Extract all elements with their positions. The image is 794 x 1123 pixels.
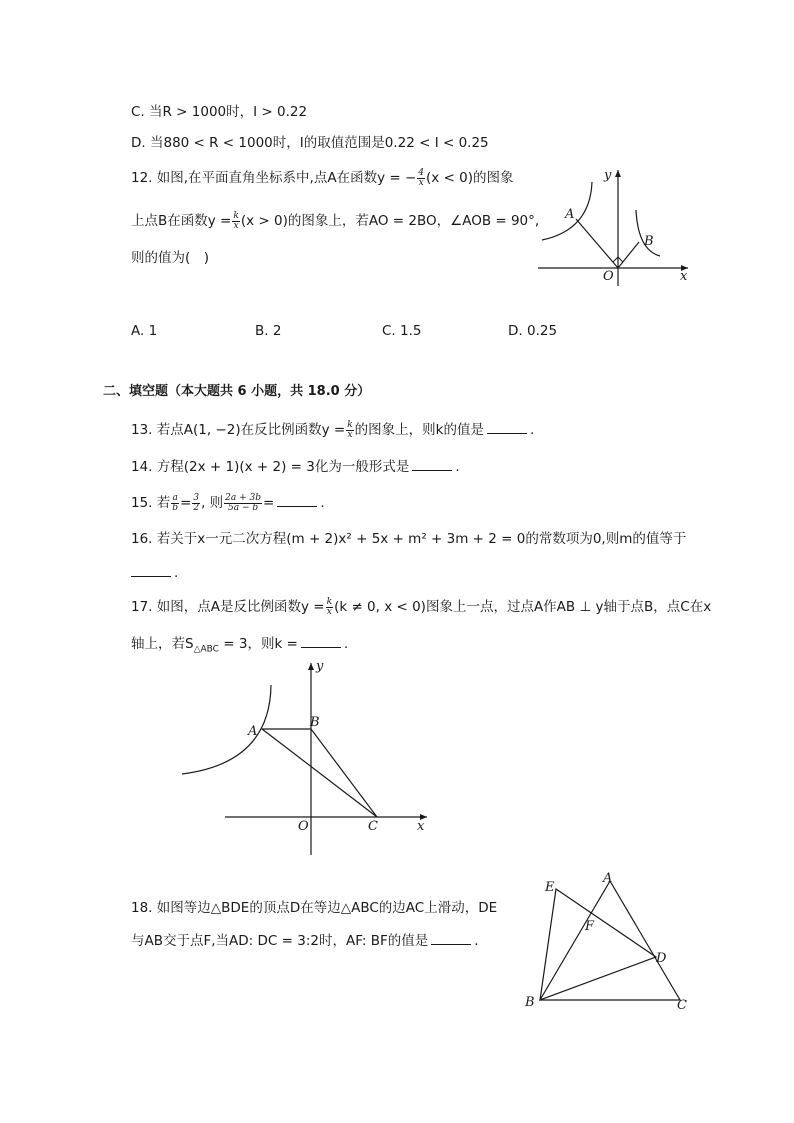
q17-label-a: A [248,724,258,739]
q15-frac1-denominator: b [172,502,179,513]
q18-label-c: C [677,998,687,1013]
q12-y-axis-arrow [615,170,621,177]
q17-answer-blank[interactable] [301,633,341,648]
q12-choice-d: D. 0.25 [508,323,558,339]
q12-text-2a: 上点B在函数y = [131,213,232,229]
q18-line-2 [131,930,479,951]
q13-frac-denominator: x [347,429,353,440]
q12-curve-right [636,210,660,256]
q17-text-a: 17. 如图，点A是反比例函数y = [131,599,325,615]
q11-option-d: D. 当880 < R < 1000时，I的取值范围是0.22 < I < 0.25 [131,135,489,151]
q17-label-c: C [368,819,378,834]
q13-fraction [346,421,353,440]
q12-frac2-denominator: x [233,220,239,231]
q15-line [131,492,325,513]
q17-text-b: (k ≠ 0, x < 0)图象上一点，过点A作AB ⊥ y轴于点B，点C在x [334,599,712,615]
q15-fraction-2 [192,494,200,513]
q17-text-end: . [343,636,349,652]
q17-segment-ac [262,729,377,817]
q12-line-3: 则的值为( ) [131,250,210,266]
q12-figure [530,160,700,290]
q14-text-end: . [455,459,460,475]
q17-curve [182,685,271,774]
q15-text-d: = [263,495,275,511]
q17-label-y: y [316,659,324,674]
q12-label-b: B [644,234,654,249]
q17-text-2a: 轴上，若S [131,636,194,652]
q17-label-x: x [417,819,425,834]
q17-figure [175,655,440,860]
q18-answer-blank[interactable] [431,930,471,945]
q12-frac1-numerator: 4 [418,167,425,178]
q11-option-c: C. 当R > 1000时，I > 0.22 [131,104,308,120]
q17-line-1 [131,597,711,617]
section-2-heading: 二、填空题（本大题共 6 小题，共 18.0 分） [103,384,371,399]
q18-triangle-abc [540,881,680,1000]
q15-text-end: . [320,495,325,511]
q12-line-2 [131,211,539,231]
q16-text-end: . [174,565,179,581]
q17-text-2b: = 3，则k = [218,636,298,652]
q15-frac3-denominator: 5a − b [228,502,259,513]
q12-text-1b: (x < 0)的图象 [426,170,514,186]
q17-fraction [326,598,333,617]
q16-answer-blank[interactable] [131,562,171,577]
q18-label-e: E [545,880,555,895]
q17-frac-numerator: k [326,596,333,607]
q14-answer-blank[interactable] [412,456,452,471]
q15-frac2-numerator: 3 [193,492,200,503]
q18-triangle-bde [540,889,656,1000]
q17-label-b: B [310,715,320,730]
q17-frac-denominator: x [326,606,332,617]
q18-text-end: . [474,933,479,949]
q15-fraction-1 [171,494,179,513]
q15-text-a: 15. 若 [131,495,171,511]
q14-text-a: 14. 方程(2x + 1)(x + 2) = 3化为一般形式是 [131,459,410,475]
q18-label-f: F [585,919,595,934]
q12-choice-c: C. 1.5 [382,323,422,339]
q12-text-2b: (x > 0)的图象上，若AO = 2BO，∠AOB = 90°, [240,213,540,229]
q12-frac1-denominator: x [418,177,424,188]
q15-answer-blank[interactable] [277,492,317,507]
q12-label-o: O [603,269,614,284]
q12-label-y: y [604,168,612,183]
q12-label-a: A [565,207,575,222]
q12-text-1a: 12. 如图,在平面直角坐标系中,点A在函数y = − [131,170,417,186]
q14-line [131,456,460,477]
q16-line-2 [131,562,178,583]
q15-text-b: = [180,495,192,511]
q12-choice-a: A. 1 [131,323,158,339]
q15-frac3-numerator: 2a + 3b [225,492,262,503]
q15-fraction-3 [224,494,262,513]
q18-text-2a: 与AB交于点F,当AD: DC = 3:2时，AF: BF的值是 [131,933,429,949]
q17-segment-bc [311,729,377,817]
q13-text-a: 13. 若点A(1, −2)在反比例函数y = [131,422,346,438]
q17-label-o: O [298,819,309,834]
q15-frac2-denominator: 2 [193,502,200,513]
q12-line-1 [131,168,514,188]
q12-segment-ob [618,242,639,268]
q15-frac1-numerator: a [172,492,178,503]
q13-text-b: 的图象上，则k的值是 [354,422,484,438]
q16-line-1: 16. 若关于x一元二次方程(m + 2)x² + 5x + m² + 3m + 2 = 0的常数项为0,则m的值等于 [131,531,687,547]
q18-line-1: 18. 如图等边△BDE的顶点D在等边△ABC的边AC上滑动，DE [131,900,498,916]
q18-label-b: B [525,995,535,1010]
q12-frac2-numerator: k [233,210,239,221]
q13-text-end: . [530,422,535,438]
q13-frac-numerator: k [347,419,353,430]
q12-fraction-1 [417,169,425,188]
q17-subscript: △ABC [193,644,219,655]
q13-answer-blank[interactable] [487,419,527,434]
q12-label-x: x [680,269,688,284]
q12-choice-b: B. 2 [255,323,282,339]
q18-label-d: D [656,951,667,966]
q12-fraction-2 [232,212,239,231]
q18-label-a: A [603,871,613,886]
q12-segment-ao [576,219,618,268]
q15-text-c: , 则 [201,495,224,511]
q13-line [131,419,534,440]
q17-y-axis-arrow [308,663,314,670]
q18-figure [520,865,700,1020]
